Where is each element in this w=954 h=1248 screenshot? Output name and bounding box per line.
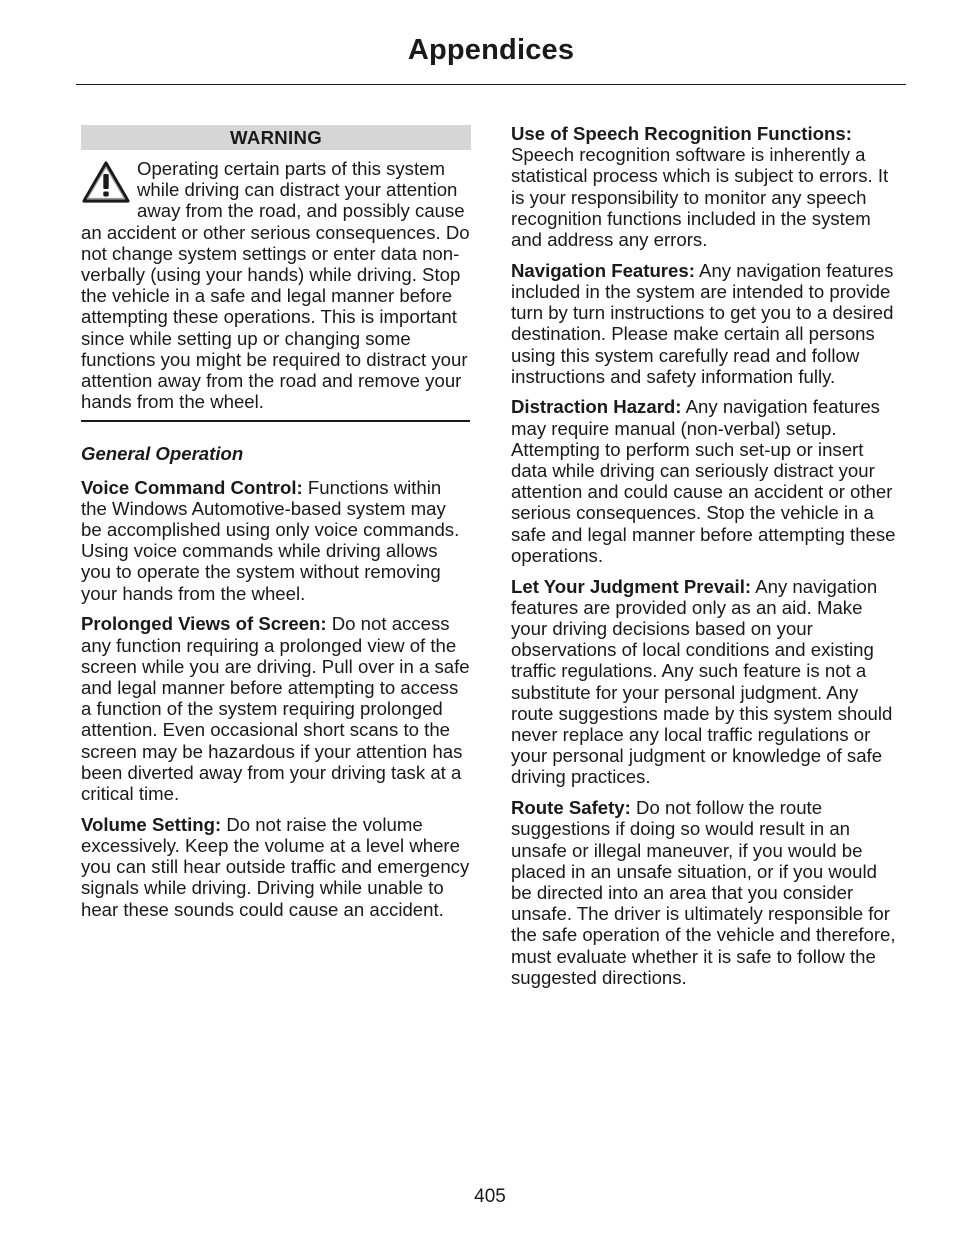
body-text: Do not access any function requiring a prolonged view of the screen while you are driving. Pull over in a safe and legal manner before attempting to access a function of the system requiring prolonged attention. Even occasional short scans to the screen may be hazardous if your attention has been diverted away from your driving task at a critical time. [81,613,470,804]
paragraph-voice-command-control [81,477,471,604]
body-text: Do not follow the route suggestions if doing so would result in an unsafe or illegal maneuver, if you would be placed in an unsafe situation, or if you would be directed into an area that you consider unsafe. The driver is ultimately responsible for the safe operation of the vehicle and therefore, must evaluate whether it is safe to follow the suggested directions. [511,797,896,988]
term: Route Safety: [511,797,631,819]
body-text: Any navigation features are provided only as an aid. Make your driving decisions based on your observations of local conditions and existing traffic regulations. Any such feature is not a substitute for your personal judgment. Any route suggestions made by this system should never replace any local traffic regulations or your personal judgment or knowledge of safe driving practices. [511,575,893,788]
term: Distraction Hazard: [511,396,682,418]
term: Volume Setting: [81,813,222,835]
paragraph-volume-setting [81,814,471,920]
body-text: Functions within the Windows Automotive-based system may be accomplished using only voice commands. Using voice commands while driving allows you to operate the system without removing your hands from the wheel. [81,476,460,604]
warning-label: WARNING [81,125,471,150]
paragraph-prolonged-views [81,613,471,804]
term: Use of Speech Recognition Functions: [511,123,852,144]
term: Let Your Judgment Prevail: [511,575,752,597]
paragraph-route-safety [511,797,901,988]
page-title: Appendices [407,34,575,66]
warning-text [81,158,471,412]
warning-body-text: Operating certain parts of this system while driving can distract your attention away from the road, and possibly cause an accident or other serious consequences. Do not change system settings or enter data non-verbally (using your hands) while driving. Stop the vehicle in a safe and legal manner before attempting these operations. This is important since while setting up or changing some functions you might be required to distract your attention away from the road and remove your hands from the wheel. [81,158,470,413]
term: Voice Command Control: [81,476,303,498]
term: Prolonged Views of Screen: [81,613,327,635]
right-column [511,123,901,997]
body-text: Any navigation features may require manual (non-verbal) setup. Attempting to perform such set-up or insert data while driving can seriously distract your attention and could cause an accident or other serious consequences. Stop the vehicle in a safe and legal manner before attempting these operations. [511,396,896,566]
paragraph-judgment-prevail [511,576,901,788]
left-column [81,123,471,929]
paragraph-distraction-hazard [511,396,901,566]
paragraph-speech-recognition [511,123,901,250]
title-divider [76,84,906,85]
body-text: Speech recognition software is inherently a statistical process which is subject to errors. It is your responsibility to monitor any speech recognition functions included in the system and address any errors. [511,144,889,251]
body-text: Do not raise the volume excessively. Keep the volume at a level where you can still hear outside traffic and emergency signals while driving. Driving while unable to hear these sounds could cause an accident. [81,813,470,920]
warning-divider [81,420,470,422]
term: Navigation Features: [511,259,695,281]
warning-triangle-icon [81,160,131,204]
warning-box [81,125,471,422]
body-text: Any navigation features included in the system are intended to provide turn by turn instructions to get you to a desired destination. Please make certain all persons using this system carefully read and follow instructions and safety information fully. [511,259,894,387]
section-heading-general-operation: General Operation [81,443,244,465]
page-number: 405 [474,1186,506,1207]
paragraph-navigation-features [511,260,901,387]
